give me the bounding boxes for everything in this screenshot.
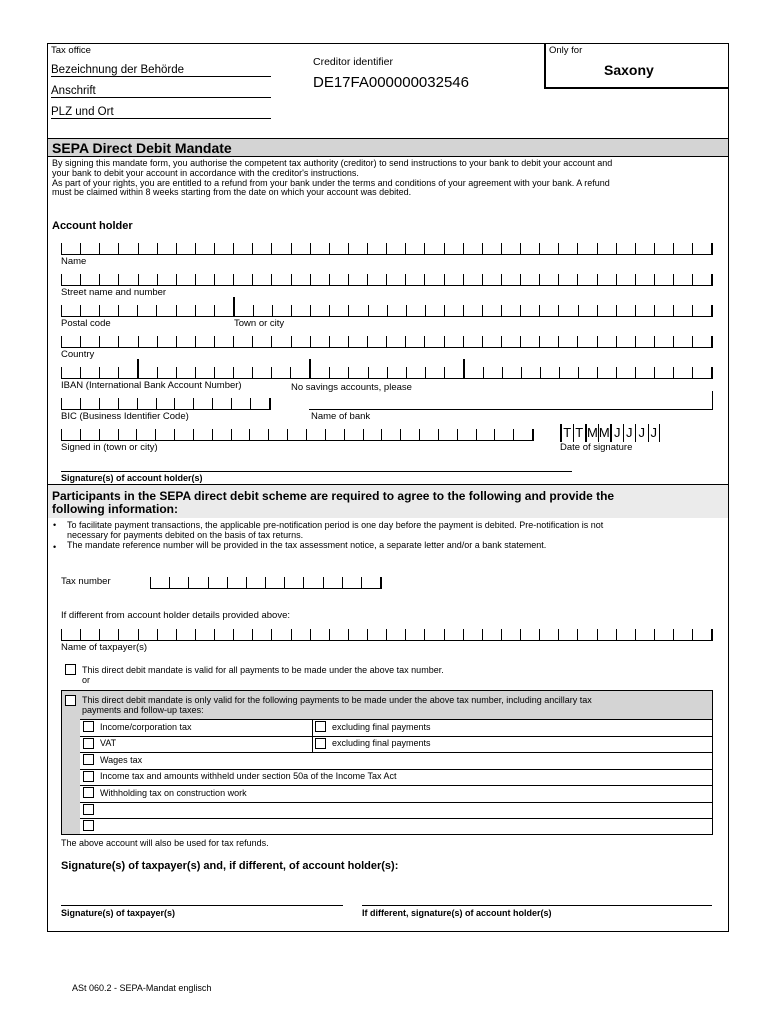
mandate-intro-3: As part of your rights, you are entitled to a refund from your bank under the terms and conditions of your agreement with your bank. A refund [52,177,610,188]
town-label: Town or city [234,318,285,329]
vat-checkbox[interactable] [83,738,94,749]
bic-label: BIC (Business Identifier Code) [61,411,189,422]
mandate-intro-4: must be claimed within 8 weeks starting from the date on which your account was debited. [52,187,412,197]
section-50a-checkbox[interactable] [83,771,94,782]
account-holder-signature-line[interactable] [61,471,572,472]
other-payment-checkbox[interactable] [83,820,94,831]
no-savings-note: No savings accounts, please [291,382,412,393]
payment-row [80,802,712,819]
postal-town-comb-field[interactable] [61,298,713,317]
taxpayer-signature-line[interactable] [61,905,343,906]
mandate-intro-2: your bank to debit your account in accordance with the creditor's instructions. [52,167,359,178]
payment-row [80,818,712,835]
participants-heading-1: Participants in the SEPA direct debit scheme are required to agree to the following and provide the [52,489,615,503]
option-specific-line2: payments and follow-up taxes: [82,705,204,715]
date-char: J [610,424,623,442]
date-char: M [598,425,610,440]
account-holder-signature-label-2: If different, signature(s) of account holder(s) [362,908,552,918]
creditor-identifier: DE17FA000000032546 [313,74,469,91]
wages-tax-checkbox[interactable] [83,754,94,765]
date-of-signature-field[interactable] [560,424,660,442]
sepa-title: SEPA Direct Debit Mandate [52,140,232,156]
date-char: J [635,424,648,442]
or-label: or [82,675,91,685]
date-char: J [623,424,636,442]
payment-label: VAT [100,738,117,748]
income-tax-excl-checkbox[interactable] [315,721,326,732]
name-label: Name [61,256,87,267]
mandate-intro-1: By signing this mandate form, you authorise the competent tax authority (creditor) to send instructions to your bank to debit your account and [52,158,613,168]
income-tax-checkbox[interactable] [83,721,94,732]
bullet-icon: • [53,520,57,530]
street-comb-field[interactable] [61,267,713,286]
tax-office-label: Tax office [51,45,91,56]
payment-label: Withholding tax on construction work [100,788,247,798]
date-char: T [560,424,573,442]
bullet-icon: • [53,542,57,552]
state-name: Saxony [604,62,654,78]
participants-heading-2: following information: [52,502,178,516]
vat-excl-checkbox[interactable] [315,738,326,749]
payment-label: Wages tax [100,755,143,765]
address-field[interactable]: Anschrift [51,84,271,98]
name-comb-field[interactable] [61,236,713,255]
postal-code-label: Postal code [61,318,111,329]
date-char: J [648,424,661,442]
payment-label: Income/corporation tax [100,722,192,732]
bullet1-line1: To facilitate payment transactions, the applicable pre-notification period is one day before the payment is debited. Pre-notification is not [67,520,604,530]
signed-in-comb-field[interactable] [61,422,534,441]
only-for-label: Only for [549,45,583,56]
construction-tax-checkbox[interactable] [83,787,94,798]
bic-comb-field[interactable] [61,391,271,410]
postcode-town-field[interactable]: PLZ und Ort [51,105,271,119]
payment-extra-label: excluding final payments [332,738,431,748]
country-comb-field[interactable] [61,329,713,348]
bank-name-field[interactable] [309,391,713,410]
creditor-identifier-label: Creditor identifier [313,56,393,68]
option-all-checkbox[interactable] [65,664,76,675]
payment-label: Income tax and amounts withheld under section 50a of the Income Tax Act [100,771,397,781]
account-holder-signature-line-2[interactable] [362,905,712,906]
taxpayer-name-label: Name of taxpayer(s) [61,642,148,653]
payment-extra-label: excluding final payments [332,722,431,732]
taxpayer-name-comb-field[interactable] [61,622,713,641]
if-different-label: If different from account holder details provided above: [61,610,291,621]
street-label: Street name and number [61,287,167,298]
refund-note: The above account will also be used for tax refunds. [61,838,269,848]
bank-name-label: Name of bank [311,411,371,422]
other-payment-checkbox[interactable] [83,804,94,815]
option-specific-checkbox[interactable] [65,695,76,706]
taxpayer-signature-label: Signature(s) of taxpayer(s) [61,908,176,918]
date-char: M [587,425,598,440]
signatures-heading: Signature(s) of taxpayer(s) and, if different, of account holder(s): [61,860,399,872]
payment-divider [312,719,313,752]
payment-row [80,752,712,769]
account-holder-heading: Account holder [52,220,133,232]
bullet1-line2: necessary for payments debited on the basis of tax returns. [67,530,304,540]
account-holder-signature-label: Signature(s) of account holder(s) [61,473,203,483]
date-char: T [573,424,586,442]
iban-comb-field[interactable] [61,360,713,379]
country-label: Country [61,349,95,360]
option-all-label: This direct debit mandate is valid for all payments to be made under the above tax number. [82,665,444,675]
tax-number-comb-field[interactable] [150,570,382,589]
option-specific-line1: This direct debit mandate is only valid for the following payments to be made under the above tax number, including ancillary tax [82,695,592,705]
tax-number-label: Tax number [61,576,111,587]
bullet2: The mandate reference number will be provided in the tax assessment notice, a separate letter and/or a bank statement. [67,540,547,550]
date-of-signature-label: Date of signature [560,442,633,453]
signed-in-label: Signed in (town or city) [61,442,158,453]
iban-label: IBAN (International Bank Account Number) [61,380,242,391]
authority-name-field[interactable]: Bezeichnung der Behörde [51,63,271,77]
form-code: ASt 060.2 - SEPA-Mandat englisch [72,983,212,993]
